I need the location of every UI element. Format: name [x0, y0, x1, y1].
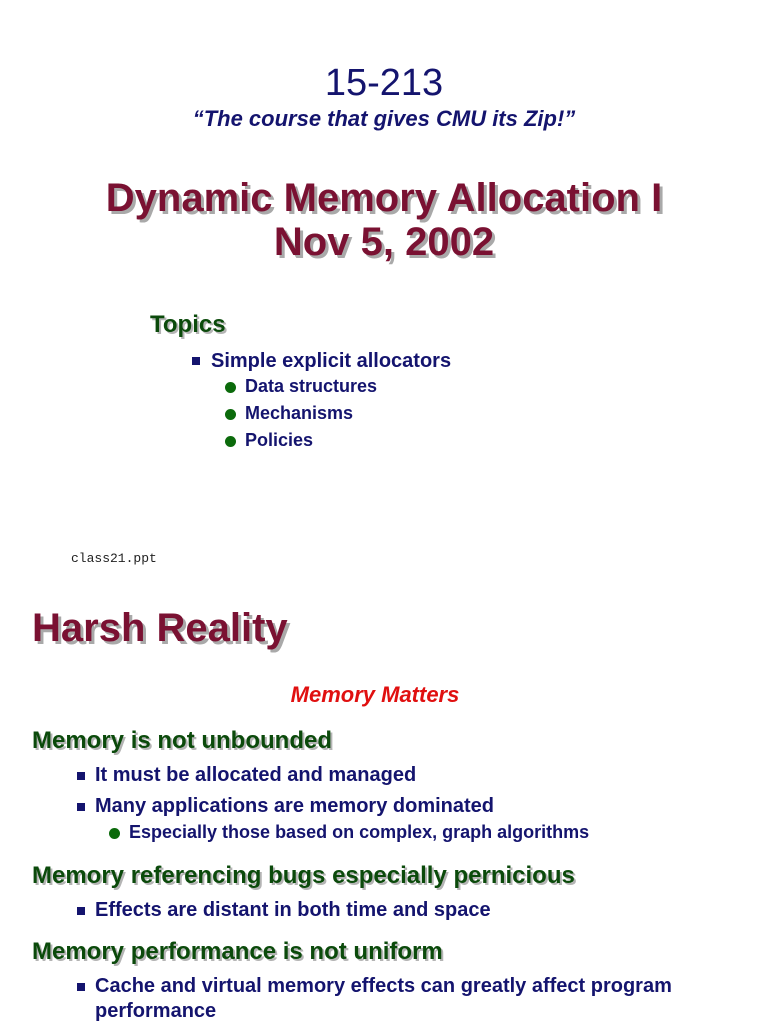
section-item-continued: performance	[95, 1000, 217, 1022]
round-bullet-icon	[225, 382, 236, 393]
square-bullet-icon	[77, 907, 85, 915]
course-number: 15-213	[324, 62, 444, 104]
slide2-subtitle: Memory Matters	[290, 682, 460, 707]
topic-subitem: Policies	[245, 430, 314, 450]
topics-heading: Topics	[150, 311, 226, 338]
square-bullet-icon	[77, 983, 85, 991]
square-bullet-icon	[77, 772, 85, 780]
slide-title-date: Nov 5, 2002	[273, 220, 495, 264]
section-heading: Memory performance is not uniform	[32, 938, 443, 965]
topic-subitem: Mechanisms	[245, 403, 354, 423]
section-item: Effects are distant in both time and space	[95, 899, 491, 921]
square-bullet-icon	[192, 357, 200, 365]
slide-title-line-1: Dynamic Memory Allocation I	[105, 176, 663, 220]
square-bullet-icon	[77, 803, 85, 811]
section-heading: Memory is not unbounded	[32, 727, 332, 754]
slide2-title: Harsh Reality	[32, 606, 288, 650]
section-subitem: Especially those based on complex, graph algorithms	[129, 822, 590, 842]
round-bullet-icon	[225, 436, 236, 447]
round-bullet-icon	[225, 409, 236, 420]
round-bullet-icon	[109, 828, 120, 839]
section-item: It must be allocated and managed	[95, 764, 417, 786]
slide-footer-filename: class21.ppt	[71, 551, 157, 566]
topic-item: Simple explicit allocators	[211, 350, 452, 372]
topic-subitem: Data structures	[245, 376, 378, 396]
course-tagline: “The course that gives CMU its Zip!”	[192, 106, 576, 131]
section-heading: Memory referencing bugs especially pernicious	[32, 862, 575, 889]
section-item: Cache and virtual memory effects can greatly affect program	[95, 975, 672, 997]
section-item: Many applications are memory dominated	[95, 795, 494, 817]
